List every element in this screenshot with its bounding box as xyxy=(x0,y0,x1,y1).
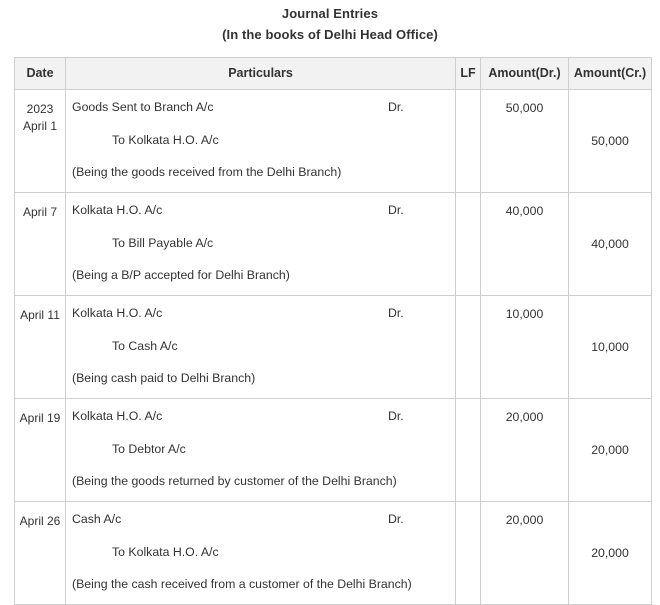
cell-amount-cr xyxy=(569,296,652,399)
amount-cr-spacer xyxy=(570,101,650,134)
date-year: 2023 xyxy=(26,102,54,116)
dr-marker: Dr. xyxy=(388,409,404,423)
date-day: April 19 xyxy=(19,411,61,425)
table-row xyxy=(15,296,652,399)
amount-cr-value: 40,000 xyxy=(591,237,629,251)
page-subtitle: (In the books of Delhi Head Office) xyxy=(222,27,438,42)
table-header xyxy=(15,58,652,90)
cell-amount-cr xyxy=(569,502,652,605)
credit-entry-line xyxy=(72,545,449,565)
column-header-date: Date xyxy=(15,58,66,90)
amount-cr-value: 20,000 xyxy=(591,546,629,560)
table-row xyxy=(15,193,652,296)
credit-account: To Kolkata H.O. A/c xyxy=(112,545,219,559)
narration-line xyxy=(72,268,449,286)
cell-particulars xyxy=(66,502,456,605)
cell-particulars xyxy=(66,296,456,399)
cell-lf xyxy=(456,193,481,296)
cell-particulars xyxy=(66,399,456,502)
amount-cr-spacer xyxy=(570,513,650,546)
amount-dr-value: 50,000 xyxy=(505,101,544,115)
cell-lf xyxy=(456,90,481,193)
dr-marker: Dr. xyxy=(388,203,404,217)
cell-date xyxy=(15,193,66,296)
cell-lf xyxy=(456,502,481,605)
narration-text: (Being the goods received from the Delhi Branch) xyxy=(72,165,342,179)
credit-entry-line xyxy=(72,236,449,256)
table-row xyxy=(15,502,652,605)
column-header-lf: LF xyxy=(456,58,481,90)
cell-amount-cr xyxy=(569,90,652,193)
amount-cr-value: 10,000 xyxy=(591,340,629,354)
credit-account: To Bill Payable A/c xyxy=(112,236,214,250)
narration-line xyxy=(72,474,449,492)
column-header-particulars: Particulars xyxy=(66,58,456,90)
debit-account: Cash A/c xyxy=(72,512,122,526)
credit-account: To Cash A/c xyxy=(112,339,178,353)
cell-date xyxy=(15,296,66,399)
credit-entry-line xyxy=(72,133,449,153)
amount-dr-value: 40,000 xyxy=(505,204,544,218)
dr-marker: Dr. xyxy=(388,306,404,320)
cell-amount-dr xyxy=(481,90,569,193)
debit-entry-line xyxy=(72,306,449,326)
cell-lf xyxy=(456,296,481,399)
cell-amount-dr xyxy=(481,193,569,296)
narration-text: (Being a B/P accepted for Delhi Branch) xyxy=(72,268,290,282)
date-day: April 11 xyxy=(20,308,60,322)
cell-date xyxy=(15,502,66,605)
cell-amount-dr xyxy=(481,399,569,502)
credit-account: To Debtor A/c xyxy=(112,442,186,456)
amount-dr-value: 20,000 xyxy=(505,410,544,424)
credit-account: To Kolkata H.O. A/c xyxy=(112,133,219,147)
credit-entry-line xyxy=(72,442,449,462)
narration-line xyxy=(72,165,449,183)
debit-account: Kolkata H.O. A/c xyxy=(72,306,163,320)
column-header-amount-cr: Amount(Cr.) xyxy=(569,58,652,90)
table-header-row xyxy=(15,58,652,90)
debit-entry-line xyxy=(72,512,449,532)
debit-entry-line xyxy=(72,100,449,120)
amount-cr-spacer xyxy=(570,204,650,237)
narration-text: (Being the cash received from a customer of the Delhi Branch) xyxy=(72,577,412,591)
cell-lf xyxy=(456,399,481,502)
date-day: April 1 xyxy=(22,119,57,133)
page-title: Journal Entries xyxy=(281,6,379,21)
table-row xyxy=(15,399,652,502)
credit-entry-line xyxy=(72,339,449,359)
amount-cr-value: 20,000 xyxy=(591,443,629,457)
amount-cr-value: 50,000 xyxy=(591,134,629,148)
debit-entry-line xyxy=(72,203,449,223)
narration-text: (Being cash paid to Delhi Branch) xyxy=(72,371,256,385)
journal-table-container xyxy=(14,57,651,605)
column-header-amount-dr: Amount(Dr.) xyxy=(481,58,569,90)
amount-dr-value: 20,000 xyxy=(505,513,544,527)
amount-cr-spacer xyxy=(570,410,650,443)
date-day: April 26 xyxy=(19,514,61,528)
cell-date xyxy=(15,399,66,502)
cell-amount-dr xyxy=(481,296,569,399)
debit-account: Kolkata H.O. A/c xyxy=(72,203,163,217)
narration-text: (Being the goods returned by customer of the Delhi Branch) xyxy=(72,474,397,488)
narration-line xyxy=(72,577,449,595)
table-row xyxy=(15,90,652,193)
table-body xyxy=(15,90,652,605)
cell-particulars xyxy=(66,193,456,296)
date-day: April 7 xyxy=(22,205,57,219)
dr-marker: Dr. xyxy=(388,512,404,526)
dr-marker: Dr. xyxy=(388,100,404,114)
document-heading xyxy=(0,0,660,44)
debit-account: Kolkata H.O. A/c xyxy=(72,409,163,423)
amount-dr-value: 10,000 xyxy=(505,307,544,321)
journal-entries-table xyxy=(14,57,652,605)
cell-date xyxy=(15,90,66,193)
amount-cr-spacer xyxy=(570,307,650,340)
debit-account: Goods Sent to Branch A/c xyxy=(72,100,214,114)
cell-amount-dr xyxy=(481,502,569,605)
cell-particulars xyxy=(66,90,456,193)
cell-amount-cr xyxy=(569,399,652,502)
narration-line xyxy=(72,371,449,389)
cell-amount-cr xyxy=(569,193,652,296)
debit-entry-line xyxy=(72,409,449,429)
